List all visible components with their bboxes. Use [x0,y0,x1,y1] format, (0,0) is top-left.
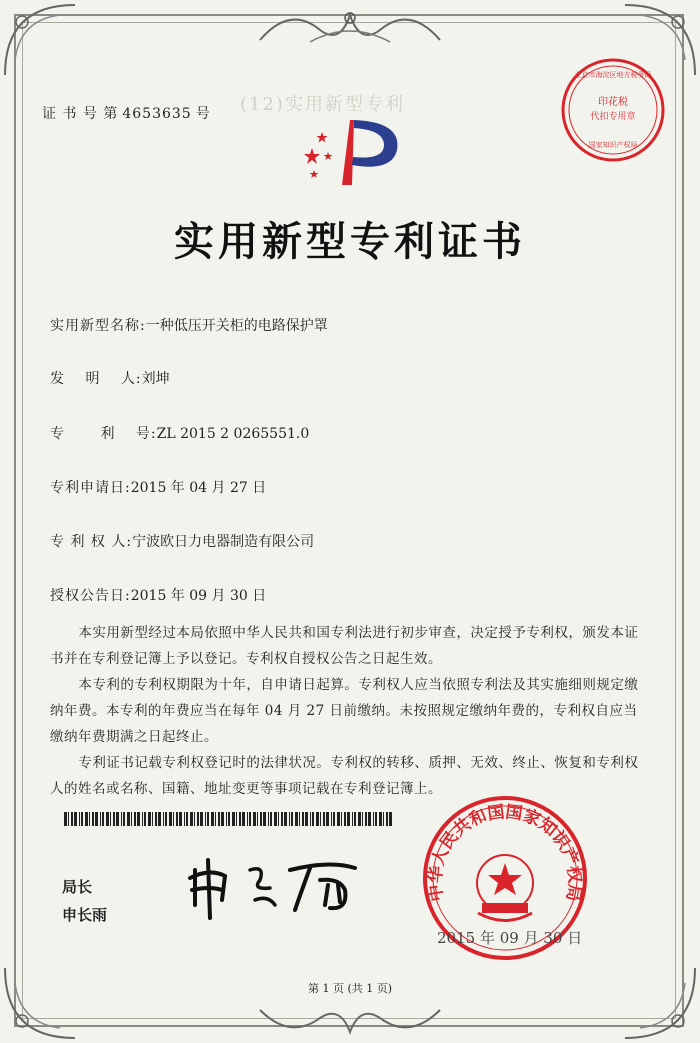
svg-text:中华人民共和国国家知识产权局: 中华人民共和国国家知识产权局 [425,802,585,903]
field-inventor [50,368,170,388]
page-indicator: 第 1 页 (共 1 页) [307,982,393,995]
field-utility-model-name [50,315,328,335]
body-paragraph: 本实用新型经过本局依照中华人民共和国专利法进行初步审查，决定授予专利权，颁发本证书并在专利登记簿上予以登记。专利权自授权公告之日起生效。 [50,625,639,667]
handwritten-signature [180,850,380,920]
signatory-name: 申长雨 [62,906,108,924]
page-title: 实用新型专利证书 [174,218,526,265]
field-label: 专 利 权 人: [50,534,133,550]
field-value: 刘坤 [141,371,170,387]
bottom-ornament-icon [250,1000,450,1043]
patent-office-logo-icon [292,110,412,190]
certificate-body [50,620,648,802]
field-label: 实用新型名称: [50,318,146,334]
field-value: 2015 年 04 月 27 日 [130,480,267,496]
top-ornament-icon [250,0,450,50]
svg-text:北京市海淀区地方税务局: 北京市海淀区地方税务局 [574,71,652,79]
issue-date: 2015 年 09 月 30 日 [437,929,583,947]
field-value: 2015 年 09 月 30 日 [130,588,267,604]
certificate-number-suffix: 号 [195,106,211,122]
certificate-number-label: 证 书 号 第 [42,106,119,122]
svg-text:代扣专用章: 代扣专用章 [590,112,636,122]
corner-ornament-icon [0,0,80,80]
svg-text:国家知识产权局: 国家知识产权局 [588,141,638,149]
field-value: ZL 2015 2 0265551.0 [156,426,310,442]
field-value: 一种低压开关柜的电路保护罩 [145,318,328,334]
field-value: 宁波欧日力电器制造有限公司 [132,534,315,550]
field-patentee [50,531,314,551]
field-application-date [50,477,266,497]
signature-title: 局长 [62,878,93,896]
certificate-number [38,103,211,123]
corner-ornament-icon [620,963,700,1043]
field-grant-date [50,585,266,605]
tax-stamp-seal [558,55,668,165]
body-paragraph: 专利证书记载专利权登记时的法律状况。专利权的转移、质押、无效、终止、恢复和专利权人的姓名或名称、国籍、地址变更等事项记载在专利登记簿上。 [50,755,639,797]
corner-ornament-icon [0,963,80,1043]
field-label: 专 利 号: [50,426,157,442]
field-label: 发 明 人: [50,371,142,387]
barcode [64,812,394,826]
field-patent-number [50,423,309,443]
ghost-header: (12)实用新型专利 [240,94,405,115]
field-label: 专利申请日: [50,480,131,496]
certificate-number-value: 4653635 [122,106,192,122]
svg-text:印花税: 印花税 [598,97,628,108]
field-label: 授权公告日: [50,588,131,604]
body-paragraph: 本专利的专利权期限为十年，自申请日起算。专利权人应当依照专利法及其实施细则规定缴纳年费。本专利的年费应当在每年 04 月 27 日前缴纳。未按照规定缴纳年费的，专利权自应当缴纳年费期满之日起终止。 [50,677,639,745]
